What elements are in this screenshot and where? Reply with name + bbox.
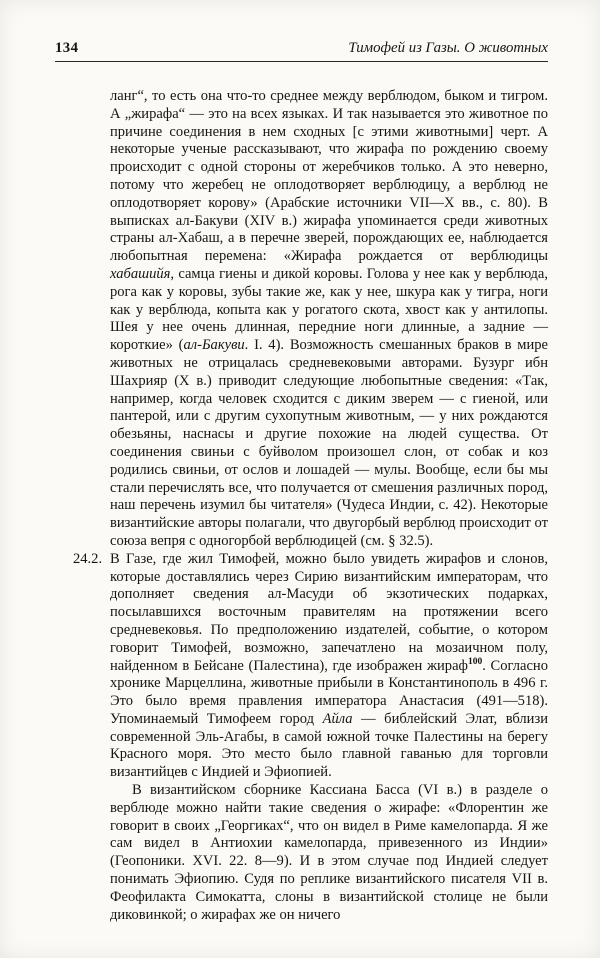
paragraph xyxy=(110,782,548,924)
text-run: ланг“, то есть она что-то среднее между верблюдом, быком и тигром. А „жирафа“ — это на всех языках. И так называется это животное по причине соединения в нем сходных [с этими животными] черт. А некоторые ученые рассказывают, что жирафа по рождению своему происходит с одной стороны от жеребчиков только. А это неверно, потому что жеребец не оплодотворяет верблюдицу, а верблюд не оплодотворяет корову» (Арабские источники VII—X вв., с. 80). В выписках ал-Бакуви (XIV в.) жирафа упоминается среди животных страны ал-Хабаш, а в перечне зверей, порождающих ее, наблюдается любопытная перемена: «Жирафа рождается от верблюдицы xyxy=(110,88,548,265)
italic-run: ал-Бакуви xyxy=(183,337,245,354)
text-run: В Газе, где жил Тимофей, можно было увидеть жирафов и слонов, которые доставлялись через Сирию византийским императорам, что дополняет сведения ал-Масуди об экзотических подарках, посылавшихся восточным правителям на протяжении всего средневековья. По предположению издателей, событие, о котором говорит Тимофей, возможно, запечатлено на мозаичном полу, найденном в Бейсане (Палестина), где изображен жираф xyxy=(110,550,548,674)
text-block xyxy=(73,88,548,924)
paragraph xyxy=(110,88,548,551)
footnote-marker: 100 xyxy=(467,656,483,667)
section-number: 24.2. xyxy=(73,550,103,567)
text-run: В византийском сборнике Кассиана Басса (VI в.) в разделе о верблюде можно найти такие сведения о жирафе: «Флорентин же говорит в своих „Георгиках“, что он видел в Риме камелопарда. Я же сам видел в Антиохии камелопарда, привезенного из Индии» (Геопоники. XVI. 22. 8—9). И в этом случае под Индией следует понимать Эфиопию. Судя по реплике византийского писателя VII в. Феофилакта Симокатта, слоны в византийской столице не были диковинкой; о жирафах же он ничего xyxy=(110,782,548,923)
text-run: , самца гиены и дикой коровы. Голова у нее как у верблюда, рога как у коровы, зубы такие же, как у нее, шкура как у тигра, ноги как у верблюда, копыта как у рогатого скота, хвост как у антилопы. Шея у нее очень длинная, передние ноги длинные, а задние — короткие» ( xyxy=(110,265,548,354)
italic-run: хабашийя xyxy=(110,265,171,282)
text-run: — библейский Элат, вблизи современной Эль-Агабы, в самой южной точке Палестины на берегу Красного моря. Это место было главной гаванью для торговли византийцев с Индией и Эфиопией. xyxy=(110,710,548,781)
text-run: . I. 4). Возможность смешанных браков в мире животных не отрицалась средневековыми авторами. Бузург ибн Шахрияр (X в.) приводит следующие любопытные сведения: «Так, например, когда человек сходится с диким зверем — с гиеной, или пантерой, или с другим сухопутным животным, — у них рождаются обезьяны, наснасы и другие похожие на людей существа. От соединения свиньи с буйволом произошел слон, от собак и коз родились свиньи, от ослов и лошадей — мулы. Вообще, если бы мы стали перечислять все, что получается от смешения различных пород, наш перечень изумил бы читателя» (Чудеса Индии, с. 42). Некоторые византийские авторы полагали, что двугорбый верблюд происходит от союза вепря с одногорбой верблюдицей (см. § 32.5). xyxy=(110,337,548,549)
page-number: 134 xyxy=(55,40,79,56)
text-run: . Согласно хронике Марцеллина, животные прибыли в Константинополь в 496 г. Это было время правления императора Анастасия (491—518). Упоминаемый Тимофеем город xyxy=(110,657,548,727)
italic-run: Айла xyxy=(322,710,353,727)
page-header xyxy=(55,40,548,56)
running-head: Тимофей из Газы. О животных xyxy=(348,40,548,56)
header-rule xyxy=(55,61,548,62)
paragraph xyxy=(73,550,548,782)
